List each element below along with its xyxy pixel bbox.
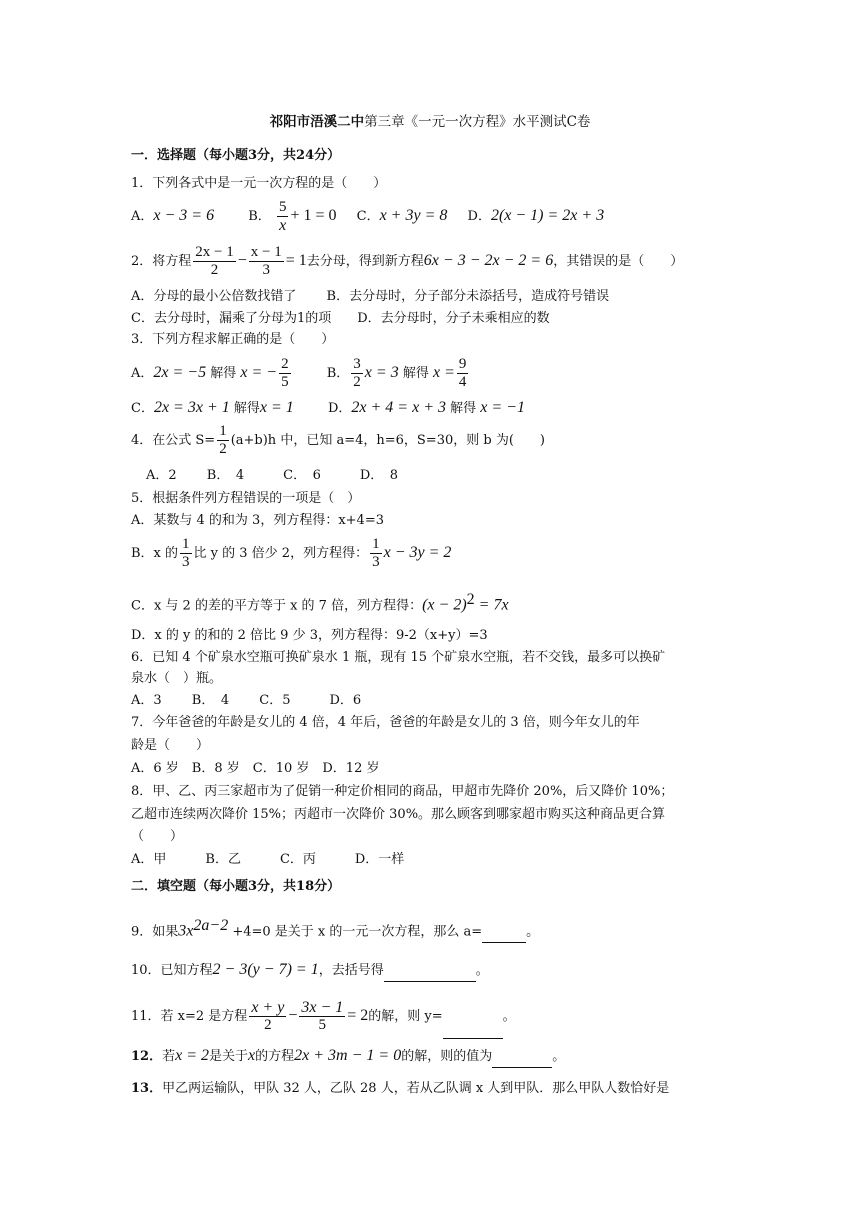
q8-line-2: 乙超市连续两次降价 15%；丙超市一次降价 30%。那么顾客到哪家超市购买这种商品更合算 — [131, 807, 666, 822]
q3-stem: 3．下列方程求解正确的是（ ） — [131, 332, 335, 347]
q12: 12．若x = 2是关于x的方程2x + 3m − 1 = 0的解，则的值为 。 — [131, 1046, 565, 1068]
q1-stem: 1．下列各式中是一元一次方程的是（ ） — [131, 176, 387, 191]
q2-options-cd: C．去分母时，漏乘了分母为1的项 D．去分母时，分子未乘相应的数 — [131, 311, 550, 326]
q4-stem: 4．在公式 S= $\frac{1}{2}$ (a+b)h 中，已知 a=4，h=6，S=30，则 b 为( ) — [131, 423, 545, 457]
q13: 13．甲乙两运输队，甲队 32 人，乙队 28 人，若从乙队调 x 人到甲队．那么甲队人数恰好是 — [131, 1081, 670, 1096]
q5-option-b: B．x 的 $\frac{1}{3}$ 比 y 的 3 倍少 2，列方程得： $\frac{1}{3}$ x − 3y = 2 — [131, 536, 452, 570]
q11: 11．若 x=2 是方程 $\frac{x + y}{2}$ − $\frac{3x - 1}{5}$ = 2的解，则 y= 。 — [131, 995, 516, 1039]
q12-answer-blank — [492, 1047, 552, 1068]
q11-answer-blank — [443, 996, 503, 1039]
q8-line-1: 8．甲、乙、丙三家超市为了促销一种定价相同的商品，甲超市先降价 20%，后又降价 10%； — [131, 784, 674, 799]
q10: 10．已知方程2 − 3(y − 7) = 1，去括号得 。 — [131, 960, 489, 982]
page-title: 祁阳市浯溪二中第三章《一元一次方程》水平测试C卷 — [269, 114, 591, 130]
q8-line-3: （ ） — [131, 829, 184, 844]
q1-options: A．x − 3 = 6 B． $\frac{5}{x}$ + 1 = 0 C．x + 3y = 8 D．2(x − 1) = 2x + 3 — [131, 199, 605, 234]
q6-options: A．3 B． 4 C．5 D．6 — [131, 693, 362, 708]
section-1-heading: 一．选择题（每小题3分，共24分） — [131, 148, 341, 163]
q5-option-c: C．x 与 2 的差的平方等于 x 的 7 倍，列方程得：$(x - 2)^2 = 7x$ — [131, 591, 509, 614]
q10-answer-blank — [384, 961, 476, 982]
q6-line-1: 6．已知 4 个矿泉水空瓶可换矿泉水 1 瓶，现有 15 个矿泉水空瓶，若不交钱，最多可以换矿 — [131, 650, 666, 665]
q7-options: A．6 岁 B．8 岁 C．10 岁 D．12 岁 — [131, 761, 380, 776]
q3-options-cd: C．2x = 3x + 1 解得x = 1 D．2x + 4 = x + 3 解得 x = −1 — [131, 399, 525, 416]
q4-options: A．2 B． 4 C． 6 D． 8 — [146, 468, 399, 483]
section-2-heading: 二．填空题（每小题3分，共18分） — [131, 879, 341, 894]
q3-options-ab: A．2x = −5 解得 x = − $\frac{2}{5}$ B． $\frac{3}{2}$ x = 3 解得 x = $\frac{9}{4}$ — [131, 356, 467, 390]
q6-line-2: 泉水（ ）瓶。 — [131, 671, 223, 686]
q5-option-a: A．某数与 4 的和为 3，列方程得：x+4=3 — [131, 513, 384, 528]
q5-option-d: D．x 的 y 的和的 2 倍比 9 少 3，列方程得：9-2（x+y）=3 — [131, 628, 488, 643]
q7-line-2: 龄是（ ） — [131, 738, 210, 753]
q2-stem: 2．将方程 $\frac{2x - 1}{2}$ − $\frac{x - 1}{3}$ = 1去分母，得到新方程6x − 3 − 2x − 2 = 6，其错误的是（ ） — [131, 244, 684, 278]
q7-line-1: 7．今年爸爸的年龄是女儿的 4 倍，4 年后，爸爸的年龄是女儿的 3 倍，则今年女儿的年 — [131, 715, 640, 730]
q5-stem: 5．根据条件列方程错误的一项是（ ） — [131, 491, 361, 506]
q9: 9．如果$3x^{2a-2} +4=0$ 是关于 x 的一元一次方程，那么 a= 。 — [131, 916, 539, 943]
q2-options-ab: A．分母的最小公倍数找错了 B．去分母时，分子部分未添括号，造成符号错误 — [131, 289, 610, 304]
q9-answer-blank — [482, 922, 526, 943]
q8-options: A．甲 B．乙 C．丙 D．一样 — [131, 852, 405, 867]
